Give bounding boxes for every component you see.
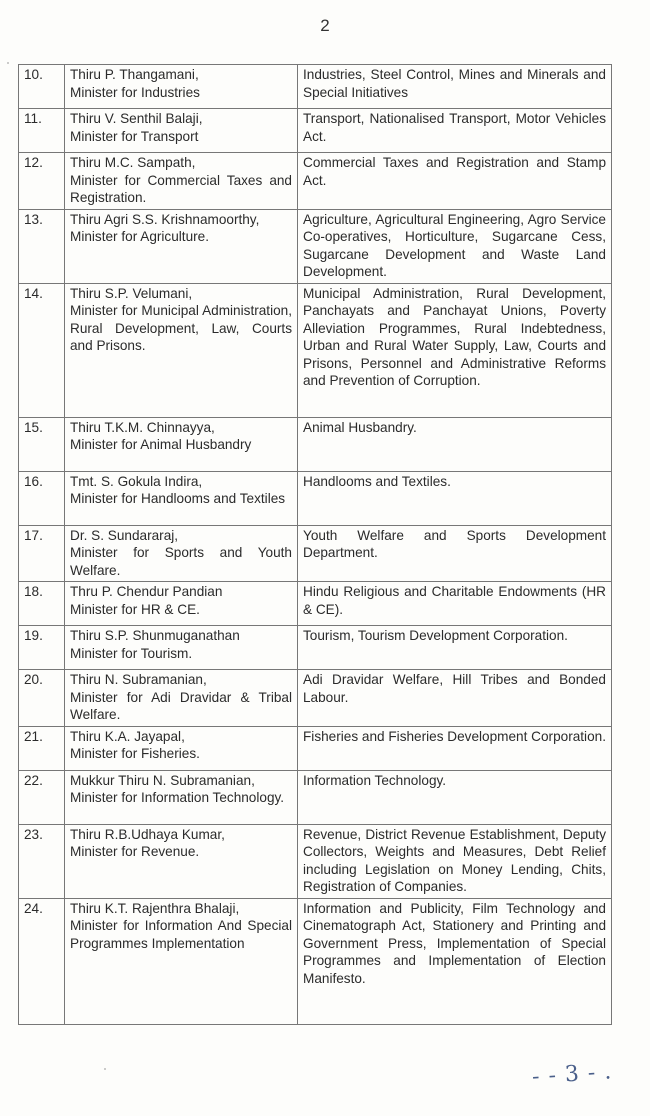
table-row — [19, 209, 612, 283]
minister-name-text: Thiru R.B.Udhaya Kumar, Minister for Revenue. — [70, 826, 225, 859]
portfolio-cell: Tourism, Tourism Development Corporation. — [298, 626, 612, 670]
minister-cell — [65, 824, 298, 898]
minister-cell — [65, 898, 298, 1024]
portfolio-cell: Animal Husbandry. — [298, 417, 612, 471]
minister-name-text: Thiru Agri S.S. Krishnamoorthy, Minister for Agriculture. — [70, 211, 260, 244]
minister-cell — [65, 109, 298, 153]
page-number: 2 — [320, 16, 330, 35]
minister-cell — [65, 209, 298, 283]
minister-name-text: Thiru M.C. Sampath, Minister for Commercial Taxes and Registration. — [70, 155, 292, 205]
portfolio-cell: Information Technology. — [298, 770, 612, 824]
table-row — [19, 471, 612, 525]
portfolio-cell: Information and Publicity, Film Technology and Cinematograph Act, Stationery and Printing and Government Press, Implementation of Special Programmes and Implementation of Election Manifesto. — [298, 898, 612, 1024]
table-row — [19, 153, 612, 210]
table-row — [19, 525, 612, 582]
minister-name-text: Mukkur Thiru N. Subramanian, Minister for Information Technology. — [70, 772, 285, 805]
minister-name-text: Thiru S.P. Velumani, Minister for Municipal Administration, Rural Development, Law, Courts and Prisons. — [70, 285, 292, 353]
table-row — [19, 283, 612, 417]
serial-number-cell: 20. — [19, 670, 65, 727]
minister-name-text: Thiru P. Thangamani, Minister for Industries — [70, 67, 200, 100]
serial-number-cell: 11. — [19, 109, 65, 153]
minister-cell — [65, 471, 298, 525]
table-row — [19, 670, 612, 727]
minister-name-text: Thiru K.T. Rajenthra Bhalaji, Minister for Information And Special Programmes Implementation — [70, 900, 292, 951]
serial-number-cell: 17. — [19, 525, 65, 582]
portfolio-cell: Hindu Religious and Charitable Endowments (HR & CE). — [298, 582, 612, 626]
minister-cell — [65, 770, 298, 824]
serial-number-cell: 13. — [19, 209, 65, 283]
serial-number-cell: 19. — [19, 626, 65, 670]
portfolio-cell: Handlooms and Textiles. — [298, 471, 612, 525]
table-row — [19, 770, 612, 824]
minister-cell — [65, 153, 298, 210]
portfolio-cell: Adi Dravidar Welfare, Hill Tribes and Bonded Labour. — [298, 670, 612, 727]
scan-speck — [104, 1068, 106, 1070]
minister-name-text: Thru P. Chendur Pandian Minister for HR & CE. — [70, 584, 223, 617]
minister-name-text: Thiru K.A. Jayapal, Minister for Fisheries. — [70, 728, 200, 761]
minister-cell — [65, 670, 298, 727]
minister-cell — [65, 283, 298, 417]
table-body — [19, 65, 612, 1025]
table-row — [19, 109, 612, 153]
table-row — [19, 65, 612, 109]
serial-number-cell: 10. — [19, 65, 65, 109]
serial-number-cell: 21. — [19, 726, 65, 770]
portfolio-cell: Industries, Steel Control, Mines and Minerals and Special Initiatives — [298, 65, 612, 109]
serial-number-cell: 23. — [19, 824, 65, 898]
serial-number-cell: 22. — [19, 770, 65, 824]
minister-cell — [65, 525, 298, 582]
serial-number-cell: 14. — [19, 283, 65, 417]
ministers-portfolio-table — [18, 64, 612, 1025]
minister-name-text: Thiru T.K.M. Chinnayya, Minister for Animal Husbandry — [70, 419, 252, 452]
serial-number-cell: 12. — [19, 153, 65, 210]
scan-speck — [7, 62, 9, 64]
table-row — [19, 898, 612, 1024]
table-row — [19, 582, 612, 626]
minister-name-text: Thiru S.P. Shunmuganathan Minister for Tourism. — [70, 628, 240, 661]
portfolio-cell: Revenue, District Revenue Establishment, Deputy Collectors, Weights and Measures, Debt Relief including Legislation on Money Lending, Chits, Registration of Companies. — [298, 824, 612, 898]
portfolio-cell: Commercial Taxes and Registration and Stamp Act. — [298, 153, 612, 210]
serial-number-cell: 24. — [19, 898, 65, 1024]
minister-cell — [65, 726, 298, 770]
minister-name-text: Thiru V. Senthil Balaji, Minister for Transport — [70, 111, 203, 144]
table-row — [19, 417, 612, 471]
serial-number-cell: 18. — [19, 582, 65, 626]
portfolio-cell: Fisheries and Fisheries Development Corporation. — [298, 726, 612, 770]
serial-number-cell: 15. — [19, 417, 65, 471]
table-row — [19, 824, 612, 898]
portfolio-cell: Agriculture, Agricultural Engineering, Agro Service Co-operatives, Horticulture, Sugarcane Cess, Sugarcane Development and Waste Land Development. — [298, 209, 612, 283]
minister-cell — [65, 65, 298, 109]
table-row — [19, 626, 612, 670]
minister-name-text: Dr. S. Sundararaj, Minister for Sports and Youth Welfare. — [70, 527, 292, 578]
portfolio-cell: Transport, Nationalised Transport, Motor Vehicles Act. — [298, 109, 612, 153]
portfolio-cell: Municipal Administration, Rural Development, Panchayats and Panchayat Unions, Poverty Alleviation Programmes, Rural Indebtedness, Urban and Rural Water Supply, Law, Courts and Prisons, Personnel and Administrative Reforms and Prevention of Corruption. — [298, 283, 612, 417]
table-row — [19, 726, 612, 770]
portfolio-cell: Youth Welfare and Sports Development Department. — [298, 525, 612, 582]
minister-cell — [65, 417, 298, 471]
minister-cell — [65, 582, 298, 626]
minister-name-text: Tmt. S. Gokula Indira, Minister for Handlooms and Textiles — [70, 473, 286, 506]
minister-cell — [65, 626, 298, 670]
minister-name-text: Thiru N. Subramanian, Minister for Adi Dravidar & Tribal Welfare. — [70, 672, 292, 722]
serial-number-cell: 16. — [19, 471, 65, 525]
next-page-mark: - - 3 - . — [531, 1059, 614, 1090]
